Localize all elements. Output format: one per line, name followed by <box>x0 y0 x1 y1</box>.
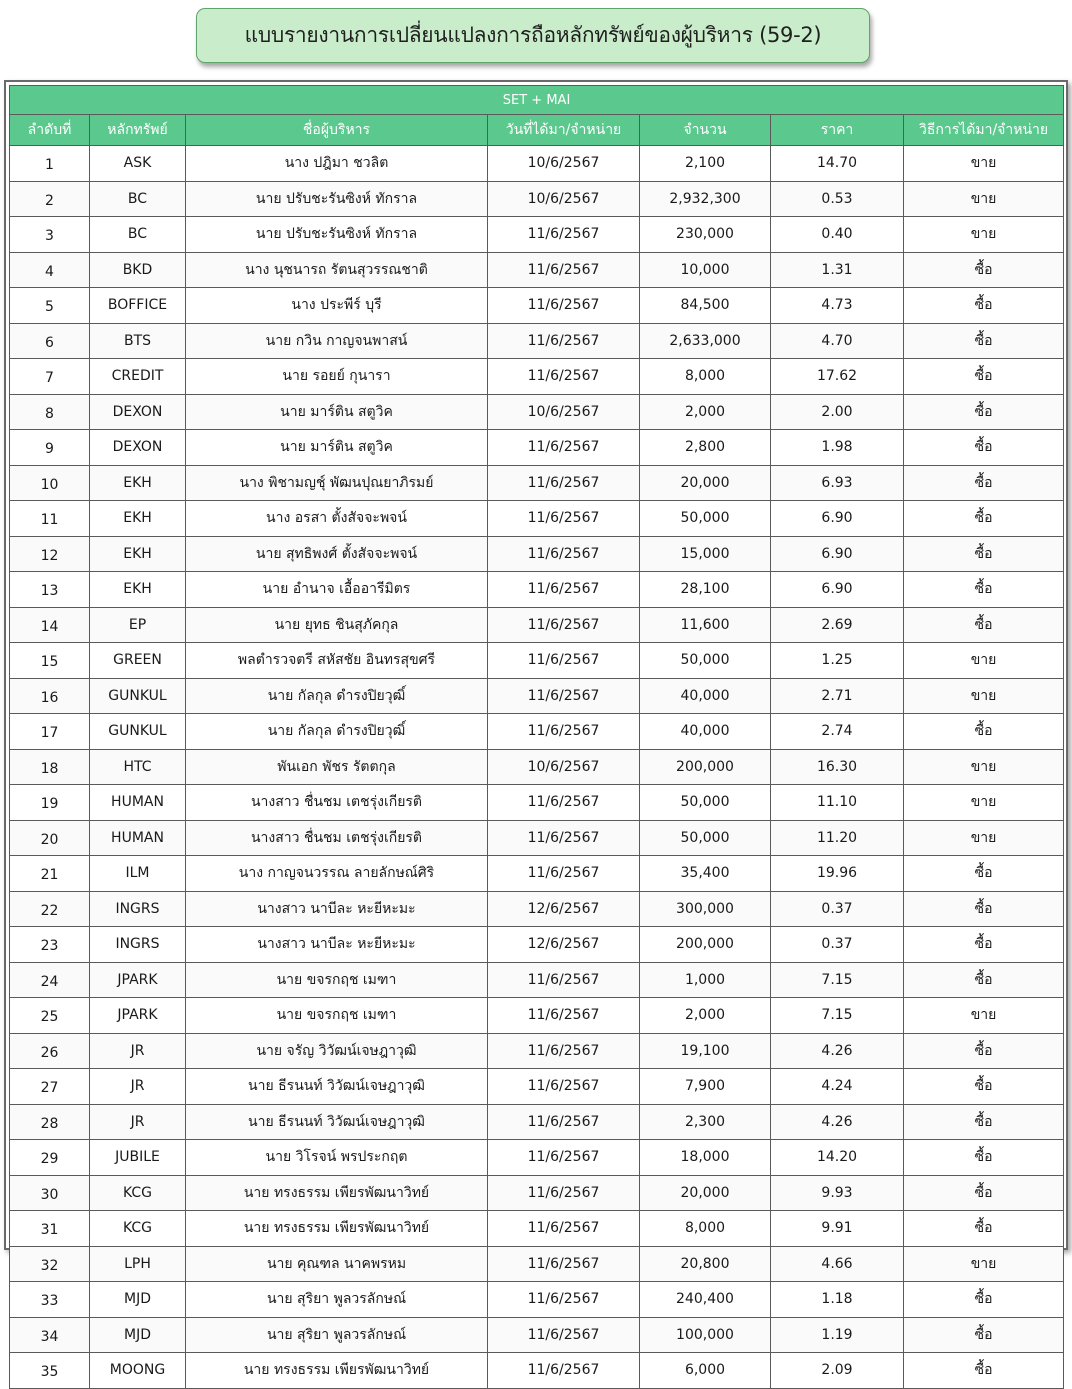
cell-executive-name: นาย ปรับชะรันซิงห์ ทักราล <box>186 217 488 253</box>
cell-no: 4 <box>10 252 90 288</box>
table-row <box>10 714 1064 750</box>
cell-price: 16.30 <box>771 749 904 785</box>
cell-security: BOFFICE <box>90 288 186 324</box>
cell-date: 11/6/2567 <box>488 252 640 288</box>
cell-no: 15 <box>10 643 90 679</box>
table-frame <box>4 80 1068 1381</box>
cell-security: ASK <box>90 146 186 182</box>
cell-no: 19 <box>10 785 90 821</box>
cell-date: 11/6/2567 <box>488 607 640 643</box>
cell-volume: 230,000 <box>640 217 771 253</box>
cell-volume: 240,400 <box>640 1282 771 1318</box>
cell-security: HUMAN <box>90 820 186 856</box>
cell-volume: 28,100 <box>640 572 771 608</box>
cell-security: DEXON <box>90 394 186 430</box>
cell-no: 28 <box>10 1104 90 1140</box>
cell-method: ขาย <box>904 749 1064 785</box>
cell-date: 11/6/2567 <box>488 785 640 821</box>
cell-price: 1.19 <box>771 1317 904 1353</box>
cell-price: 11.10 <box>771 785 904 821</box>
cell-date: 11/6/2567 <box>488 1069 640 1105</box>
cell-date: 11/6/2567 <box>488 1033 640 1069</box>
cell-date: 10/6/2567 <box>488 394 640 430</box>
cell-volume: 2,800 <box>640 430 771 466</box>
cell-volume: 6,000 <box>640 1353 771 1389</box>
cell-security: BC <box>90 181 186 217</box>
table-body <box>10 146 1064 1389</box>
cell-date: 11/6/2567 <box>488 1317 640 1353</box>
cell-executive-name: นาย จรัญ วิวัฒน์เจษฎาวุฒิ <box>186 1033 488 1069</box>
cell-no: 7 <box>10 359 90 395</box>
cell-security: LPH <box>90 1246 186 1282</box>
table-row <box>10 1175 1064 1211</box>
table-row <box>10 998 1064 1034</box>
cell-no: 22 <box>10 891 90 927</box>
cell-method: ขาย <box>904 998 1064 1034</box>
col-header-volume: จำนวน <box>640 115 771 146</box>
table-row <box>10 288 1064 324</box>
cell-method: ขาย <box>904 217 1064 253</box>
cell-executive-name: นาย วิโรจน์ พรประกฤต <box>186 1140 488 1176</box>
cell-date: 11/6/2567 <box>488 714 640 750</box>
cell-volume: 84,500 <box>640 288 771 324</box>
cell-executive-name: นางสาว นาบีละ หะยีหะมะ <box>186 891 488 927</box>
cell-executive-name: นาย คุณฑล นาคพรหม <box>186 1246 488 1282</box>
cell-security: JPARK <box>90 962 186 998</box>
cell-date: 11/6/2567 <box>488 643 640 679</box>
cell-method: ซื้อ <box>904 359 1064 395</box>
table-row <box>10 962 1064 998</box>
cell-executive-name: นาย ทรงธรรม เพียรพัฒนาวิทย์ <box>186 1211 488 1247</box>
cell-no: 29 <box>10 1140 90 1176</box>
cell-date: 11/6/2567 <box>488 323 640 359</box>
cell-volume: 50,000 <box>640 643 771 679</box>
table-row <box>10 678 1064 714</box>
cell-executive-name: นาง นุชนารถ รัตนสุวรรณชาติ <box>186 252 488 288</box>
cell-date: 11/6/2567 <box>488 856 640 892</box>
cell-date: 11/6/2567 <box>488 1282 640 1318</box>
cell-security: MJD <box>90 1317 186 1353</box>
cell-no: 5 <box>10 288 90 324</box>
cell-method: ซื้อ <box>904 1033 1064 1069</box>
cell-executive-name: นางสาว นาบีละ หะยีหะมะ <box>186 927 488 963</box>
cell-security: GREEN <box>90 643 186 679</box>
cell-no: 13 <box>10 572 90 608</box>
cell-no: 17 <box>10 714 90 750</box>
cell-security: CREDIT <box>90 359 186 395</box>
cell-volume: 2,000 <box>640 998 771 1034</box>
cell-no: 34 <box>10 1317 90 1353</box>
cell-price: 4.26 <box>771 1104 904 1140</box>
cell-no: 2 <box>10 181 90 217</box>
cell-volume: 7,900 <box>640 1069 771 1105</box>
col-header-no: ลำดับที่ <box>10 115 90 146</box>
cell-volume: 2,000 <box>640 394 771 430</box>
cell-volume: 2,633,000 <box>640 323 771 359</box>
table-row <box>10 1140 1064 1176</box>
cell-no: 31 <box>10 1211 90 1247</box>
cell-no: 3 <box>10 217 90 253</box>
cell-date: 11/6/2567 <box>488 1104 640 1140</box>
cell-date: 11/6/2567 <box>488 572 640 608</box>
cell-executive-name: นาย ธีรนนท์ วิวัฒน์เจษฎาวุฒิ <box>186 1069 488 1105</box>
table-row <box>10 1282 1064 1318</box>
table-row <box>10 1211 1064 1247</box>
cell-price: 1.98 <box>771 430 904 466</box>
col-header-date: วันที่ได้มา/จำหน่าย <box>488 115 640 146</box>
cell-executive-name: นาย ทรงธรรม เพียรพัฒนาวิทย์ <box>186 1353 488 1389</box>
cell-executive-name: นาย ยุทธ ชินสุภัคกุล <box>186 607 488 643</box>
cell-no: 10 <box>10 465 90 501</box>
cell-executive-name: นาย มาร์ติน สตูวิค <box>186 394 488 430</box>
cell-price: 1.25 <box>771 643 904 679</box>
cell-executive-name: นาย ทรงธรรม เพียรพัฒนาวิทย์ <box>186 1175 488 1211</box>
cell-security: KCG <box>90 1175 186 1211</box>
cell-no: 12 <box>10 536 90 572</box>
executive-trades-table <box>9 85 1064 1389</box>
cell-volume: 19,100 <box>640 1033 771 1069</box>
cell-method: ซื้อ <box>904 962 1064 998</box>
report-title: แบบรายงานการเปลี่ยนแปลงการถือหลักทรัพย์ของผู้บริหาร (59-2) <box>244 23 822 47</box>
cell-security: EKH <box>90 501 186 537</box>
report-title-box <box>196 8 870 63</box>
cell-method: ซื้อ <box>904 607 1064 643</box>
cell-executive-name: นาย สุริยา พูลวรลักษณ์ <box>186 1282 488 1318</box>
cell-method: ซื้อ <box>904 1140 1064 1176</box>
cell-price: 11.20 <box>771 820 904 856</box>
table-row <box>10 501 1064 537</box>
cell-volume: 20,000 <box>640 465 771 501</box>
cell-executive-name: นาย มาร์ติน สตูวิค <box>186 430 488 466</box>
cell-executive-name: นาย รอยย์ กุนารา <box>186 359 488 395</box>
cell-price: 2.09 <box>771 1353 904 1389</box>
cell-method: ขาย <box>904 678 1064 714</box>
cell-date: 11/6/2567 <box>488 962 640 998</box>
cell-volume: 50,000 <box>640 785 771 821</box>
cell-no: 24 <box>10 962 90 998</box>
cell-security: INGRS <box>90 891 186 927</box>
table-row <box>10 749 1064 785</box>
cell-executive-name: นาง ปฎิมา ชวลิต <box>186 146 488 182</box>
cell-volume: 200,000 <box>640 927 771 963</box>
table-row <box>10 430 1064 466</box>
cell-volume: 2,932,300 <box>640 181 771 217</box>
cell-date: 11/6/2567 <box>488 288 640 324</box>
table-row <box>10 181 1064 217</box>
cell-date: 11/6/2567 <box>488 217 640 253</box>
cell-security: BTS <box>90 323 186 359</box>
cell-security: DEXON <box>90 430 186 466</box>
cell-price: 2.74 <box>771 714 904 750</box>
cell-volume: 10,000 <box>640 252 771 288</box>
table-row <box>10 1317 1064 1353</box>
cell-date: 10/6/2567 <box>488 181 640 217</box>
table-row <box>10 1069 1064 1105</box>
cell-no: 6 <box>10 323 90 359</box>
cell-method: ขาย <box>904 181 1064 217</box>
cell-executive-name: นาย ธีรนนท์ วิวัฒน์เจษฎาวุฒิ <box>186 1104 488 1140</box>
cell-method: ซื้อ <box>904 323 1064 359</box>
cell-method: ซื้อ <box>904 536 1064 572</box>
cell-date: 11/6/2567 <box>488 998 640 1034</box>
cell-no: 21 <box>10 856 90 892</box>
cell-price: 4.24 <box>771 1069 904 1105</box>
cell-security: MJD <box>90 1282 186 1318</box>
col-header-executive-name: ชื่อผู้บริหาร <box>186 115 488 146</box>
cell-date: 12/6/2567 <box>488 927 640 963</box>
cell-volume: 50,000 <box>640 820 771 856</box>
cell-method: ซื้อ <box>904 1175 1064 1211</box>
cell-method: ซื้อ <box>904 465 1064 501</box>
cell-price: 19.96 <box>771 856 904 892</box>
table-row <box>10 607 1064 643</box>
cell-method: ซื้อ <box>904 394 1064 430</box>
cell-executive-name: นาย ขจรกฤช เมฑา <box>186 998 488 1034</box>
cell-date: 11/6/2567 <box>488 1246 640 1282</box>
cell-security: KCG <box>90 1211 186 1247</box>
cell-volume: 35,400 <box>640 856 771 892</box>
cell-price: 4.73 <box>771 288 904 324</box>
cell-price: 2.00 <box>771 394 904 430</box>
cell-no: 23 <box>10 927 90 963</box>
cell-method: ซื้อ <box>904 1353 1064 1389</box>
cell-method: ซื้อ <box>904 856 1064 892</box>
cell-volume: 300,000 <box>640 891 771 927</box>
cell-price: 2.71 <box>771 678 904 714</box>
table-row <box>10 785 1064 821</box>
cell-security: BKD <box>90 252 186 288</box>
market-group-header: SET + MAI <box>10 86 1064 115</box>
cell-date: 11/6/2567 <box>488 678 640 714</box>
cell-method: ซื้อ <box>904 1211 1064 1247</box>
cell-date: 10/6/2567 <box>488 146 640 182</box>
cell-no: 14 <box>10 607 90 643</box>
col-header-price: ราคา <box>771 115 904 146</box>
cell-price: 14.20 <box>771 1140 904 1176</box>
cell-security: BC <box>90 217 186 253</box>
cell-method: ขาย <box>904 643 1064 679</box>
cell-price: 4.26 <box>771 1033 904 1069</box>
cell-price: 9.93 <box>771 1175 904 1211</box>
cell-price: 14.70 <box>771 146 904 182</box>
cell-method: ซื้อ <box>904 288 1064 324</box>
cell-security: EP <box>90 607 186 643</box>
cell-volume: 100,000 <box>640 1317 771 1353</box>
cell-security: HTC <box>90 749 186 785</box>
table-row <box>10 1246 1064 1282</box>
cell-no: 26 <box>10 1033 90 1069</box>
cell-executive-name: นาย ปรับชะรันซิงห์ ทักราล <box>186 181 488 217</box>
cell-security: JR <box>90 1069 186 1105</box>
cell-price: 0.37 <box>771 927 904 963</box>
cell-security: JR <box>90 1104 186 1140</box>
cell-security: MOONG <box>90 1353 186 1389</box>
cell-security: JPARK <box>90 998 186 1034</box>
cell-security: JR <box>90 1033 186 1069</box>
cell-price: 1.31 <box>771 252 904 288</box>
cell-method: ซื้อ <box>904 714 1064 750</box>
cell-security: EKH <box>90 465 186 501</box>
cell-executive-name: นาง ประพีร์ บุรี <box>186 288 488 324</box>
cell-date: 10/6/2567 <box>488 749 640 785</box>
cell-security: ILM <box>90 856 186 892</box>
cell-price: 9.91 <box>771 1211 904 1247</box>
cell-security: GUNKUL <box>90 678 186 714</box>
cell-method: ขาย <box>904 146 1064 182</box>
cell-executive-name: นาง อรสา ตั้งสัจจะพจน์ <box>186 501 488 537</box>
cell-no: 35 <box>10 1353 90 1389</box>
table-row <box>10 572 1064 608</box>
cell-price: 2.69 <box>771 607 904 643</box>
table-row <box>10 643 1064 679</box>
cell-executive-name: นางสาว ชื่นชม เตชรุ่งเกียรติ <box>186 820 488 856</box>
cell-security: EKH <box>90 536 186 572</box>
cell-volume: 40,000 <box>640 714 771 750</box>
cell-no: 32 <box>10 1246 90 1282</box>
cell-date: 11/6/2567 <box>488 501 640 537</box>
col-header-method: วิธีการได้มา/จำหน่าย <box>904 115 1064 146</box>
cell-date: 11/6/2567 <box>488 1140 640 1176</box>
cell-volume: 11,600 <box>640 607 771 643</box>
cell-price: 4.70 <box>771 323 904 359</box>
cell-executive-name: พลตำรวจตรี สหัสชัย อินทรสุขศรี <box>186 643 488 679</box>
cell-volume: 40,000 <box>640 678 771 714</box>
cell-no: 20 <box>10 820 90 856</box>
cell-price: 6.93 <box>771 465 904 501</box>
cell-method: ขาย <box>904 1246 1064 1282</box>
cell-price: 4.66 <box>771 1246 904 1282</box>
table-row <box>10 1353 1064 1389</box>
cell-method: ซื้อ <box>904 891 1064 927</box>
cell-method: ซื้อ <box>904 501 1064 537</box>
cell-price: 0.37 <box>771 891 904 927</box>
cell-no: 16 <box>10 678 90 714</box>
cell-date: 11/6/2567 <box>488 430 640 466</box>
table-row <box>10 323 1064 359</box>
cell-volume: 18,000 <box>640 1140 771 1176</box>
table-row <box>10 359 1064 395</box>
cell-method: ขาย <box>904 785 1064 821</box>
cell-no: 11 <box>10 501 90 537</box>
table-row <box>10 465 1064 501</box>
cell-no: 18 <box>10 749 90 785</box>
cell-security: GUNKUL <box>90 714 186 750</box>
cell-price: 6.90 <box>771 536 904 572</box>
cell-executive-name: นาย กัลกุล ดำรงปิยวุฒิ์ <box>186 714 488 750</box>
cell-volume: 8,000 <box>640 1211 771 1247</box>
cell-volume: 8,000 <box>640 359 771 395</box>
cell-volume: 2,300 <box>640 1104 771 1140</box>
cell-security: HUMAN <box>90 785 186 821</box>
cell-date: 12/6/2567 <box>488 891 640 927</box>
cell-executive-name: นาง พิชามญชุ์ พัฒนปุณยาภิรมย์ <box>186 465 488 501</box>
cell-executive-name: นาย สุทธิพงศ์ ตั้งสัจจะพจน์ <box>186 536 488 572</box>
cell-date: 11/6/2567 <box>488 1175 640 1211</box>
cell-price: 1.18 <box>771 1282 904 1318</box>
cell-executive-name: นาย กัลกุล ดำรงปิยวุฒิ์ <box>186 678 488 714</box>
table-row <box>10 252 1064 288</box>
table-row <box>10 394 1064 430</box>
table-row <box>10 146 1064 182</box>
cell-price: 6.90 <box>771 572 904 608</box>
cell-method: ซื้อ <box>904 252 1064 288</box>
table-row <box>10 1033 1064 1069</box>
cell-date: 11/6/2567 <box>488 1353 640 1389</box>
cell-price: 6.90 <box>771 501 904 537</box>
cell-date: 11/6/2567 <box>488 1211 640 1247</box>
cell-volume: 15,000 <box>640 536 771 572</box>
cell-executive-name: นาย กวิน กาญจนพาสน์ <box>186 323 488 359</box>
table-row <box>10 1104 1064 1140</box>
cell-date: 11/6/2567 <box>488 536 640 572</box>
table-row <box>10 927 1064 963</box>
cell-executive-name: นาย ขจรกฤช เมฑา <box>186 962 488 998</box>
cell-price: 17.62 <box>771 359 904 395</box>
cell-date: 11/6/2567 <box>488 820 640 856</box>
cell-executive-name: นาง กาญจนวรรณ ลายลักษณ์ศิริ <box>186 856 488 892</box>
cell-method: ซื้อ <box>904 1104 1064 1140</box>
col-header-security: หลักทรัพย์ <box>90 115 186 146</box>
table-row <box>10 856 1064 892</box>
cell-security: INGRS <box>90 927 186 963</box>
cell-no: 8 <box>10 394 90 430</box>
cell-executive-name: นาย อำนาจ เอื้ออารีมิตร <box>186 572 488 608</box>
cell-volume: 200,000 <box>640 749 771 785</box>
cell-security: EKH <box>90 572 186 608</box>
cell-volume: 50,000 <box>640 501 771 537</box>
cell-method: ซื้อ <box>904 1282 1064 1318</box>
cell-executive-name: พันเอก พัชร รัตตกุล <box>186 749 488 785</box>
cell-method: ซื้อ <box>904 430 1064 466</box>
cell-volume: 2,100 <box>640 146 771 182</box>
cell-volume: 20,000 <box>640 1175 771 1211</box>
cell-method: ซื้อ <box>904 1317 1064 1353</box>
cell-no: 33 <box>10 1282 90 1318</box>
cell-security: JUBILE <box>90 1140 186 1176</box>
cell-date: 11/6/2567 <box>488 359 640 395</box>
cell-price: 0.40 <box>771 217 904 253</box>
table-row <box>10 536 1064 572</box>
cell-price: 7.15 <box>771 962 904 998</box>
cell-price: 0.53 <box>771 181 904 217</box>
cell-no: 1 <box>10 146 90 182</box>
cell-executive-name: นางสาว ชื่นชม เตชรุ่งเกียรติ <box>186 785 488 821</box>
cell-no: 30 <box>10 1175 90 1211</box>
cell-method: ขาย <box>904 820 1064 856</box>
cell-price: 7.15 <box>771 998 904 1034</box>
cell-no: 27 <box>10 1069 90 1105</box>
cell-method: ซื้อ <box>904 927 1064 963</box>
table-row <box>10 820 1064 856</box>
cell-method: ซื้อ <box>904 1069 1064 1105</box>
table-row <box>10 217 1064 253</box>
cell-method: ซื้อ <box>904 572 1064 608</box>
cell-volume: 20,800 <box>640 1246 771 1282</box>
cell-no: 25 <box>10 998 90 1034</box>
cell-date: 11/6/2567 <box>488 465 640 501</box>
cell-volume: 1,000 <box>640 962 771 998</box>
cell-executive-name: นาย สุริยา พูลวรลักษณ์ <box>186 1317 488 1353</box>
table-row <box>10 891 1064 927</box>
cell-no: 9 <box>10 430 90 466</box>
